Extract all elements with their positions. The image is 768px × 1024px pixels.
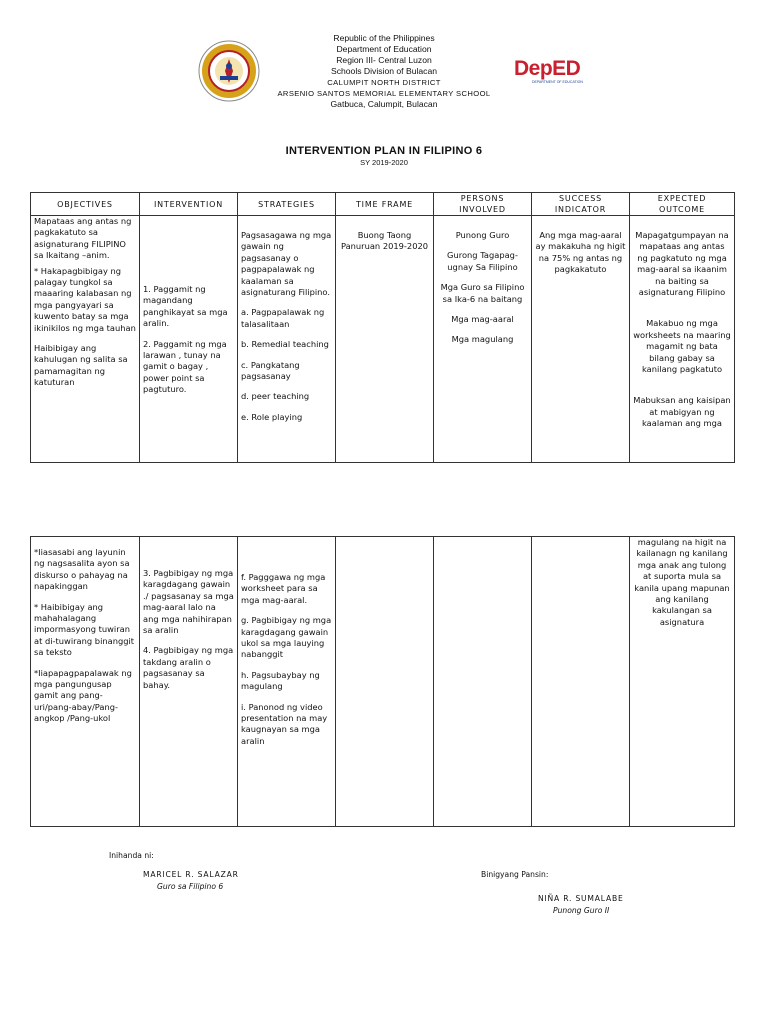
expected-text: magulang na higit na kailanagn ng kanilang mga anak ang tulong at suporta mula sa kanila upang mapunan ang kanilang kakulangan sa asignatura <box>634 537 730 627</box>
cell-expected-outcome <box>630 537 735 827</box>
document-title: INTERVENTION PLAN IN FILIPINO 6 <box>285 145 483 157</box>
deped-logo-subtext: DEPARTMENT OF EDUCATION <box>532 80 583 84</box>
strategy-text: d. peer teaching <box>241 391 310 402</box>
header-persons-line1: PERSONS <box>460 194 505 203</box>
cell-strategies <box>238 537 336 827</box>
cell-expected-outcome <box>630 216 735 463</box>
prepared-by-name: MARICEL R. SALAZAR <box>143 870 239 879</box>
header-line-5: CALUMPIT NORTH DISTRICT <box>327 78 441 87</box>
cell-success-indicator <box>532 216 630 463</box>
header-line-4: Schools Division of Bulacan <box>330 66 438 76</box>
cell-intervention <box>140 216 238 463</box>
expected-text: Mabuksan ang kaisipan at mabigyan ng kaalaman ang mga <box>633 395 731 429</box>
cell-time-frame <box>336 216 434 463</box>
deped-logo <box>514 58 583 84</box>
strategy-text: h. Pagsubaybay ng magulang <box>241 669 320 692</box>
person-text: Mga Guro sa Filipino sa Ika-6 na baitang <box>440 282 525 304</box>
header-success-line1: SUCCESS <box>559 194 602 203</box>
strategy-text: c. Pangkatang pagsasanay <box>241 359 300 382</box>
header-line-2: Department of Education <box>336 44 432 54</box>
cell-persons-empty <box>434 537 532 827</box>
cell-intervention <box>140 537 238 827</box>
objective-text: Haibibigay ang kahulugan ng salita sa pamamagitan ng katuturan <box>34 343 128 388</box>
expected-text: Makabuo ng mga worksheets na maaring magamit ng bata bilang gabay sa kanilang pagkatuto <box>633 318 731 375</box>
cell-objectives <box>31 537 140 827</box>
intervention-text: 1. Paggamit ng magandang panghikayat sa mga aralin. <box>143 284 228 329</box>
header-time-frame: TIME FRAME <box>336 193 434 216</box>
header-expected-line1: EXPECTED <box>657 194 707 203</box>
person-text: Mga mag-aaral <box>451 314 514 325</box>
prepared-by-title: Guro sa Filipino 6 <box>157 882 224 891</box>
person-text: Mga magulang <box>451 334 514 345</box>
objective-text: Mapataas ang antas ng pagkakatuto sa asignaturang FILIPINO sa Ikaitang –anim. <box>34 216 132 261</box>
header-line-3: Region III- Central Luzon <box>336 55 432 65</box>
strategy-text: Pagsasagawa ng mga gawain ng pagsasanay o pagpapalawak ng kaalaman sa asignaturang Filipino. <box>241 230 332 298</box>
deped-logo-text: DepED <box>514 57 581 80</box>
header-success-line2: INDICATOR <box>554 205 607 214</box>
person-text: Gurong Tagapag-ugnay Sa Filipino <box>447 250 518 272</box>
header-strategies: STRATEGIES <box>238 193 336 216</box>
strategy-text: g. Pagbibigay ng mga karagdagang gawain ukol sa mga lauying nabanggit <box>241 615 332 660</box>
intervention-text: 2. Paggamit ng mga larawan , tunay na gamit o bagay , power point sa pagtuturo. <box>143 338 227 395</box>
strategy-text: f. Pagggawa ng mga worksheet para sa mga mag-aaral. <box>241 572 326 605</box>
header-expected-line2: OUTCOME <box>658 205 705 214</box>
header-expected-outcome <box>630 193 735 216</box>
header-intervention: INTERVENTION <box>140 193 238 216</box>
strategy-text: i. Panonod ng video presentation na may kaugnayan sa mga aralin <box>241 701 328 746</box>
cell-strategies <box>238 216 336 463</box>
intervention-table-part-2 <box>30 536 735 827</box>
intervention-text: 3. Pagbibigay ng mga karagdagang gawain ./ pagsasanay sa mga mag-aaral lalo na ang mga nahihirapan sa aralin <box>143 568 234 636</box>
objective-text: * Hakapagbibigay ng palagay tungkol sa maaaring kalabasan ng mga pangyayari sa kuwento batay sa mga ikinikilos ng mga tauhan <box>34 265 136 333</box>
intervention-text: 4. Pagbibigay ng mga takdang aralin o pagsasanay sa bahay. <box>143 645 234 690</box>
prepared-by-label: Inihanda ni: <box>109 851 154 860</box>
cell-objectives <box>31 216 140 463</box>
objective-text: *Iiapapagpapalawak ng mga pangungusap gamit ang pang-uri/pang-abay/Pang-angkop /Pang-ukol <box>34 667 132 724</box>
intervention-table-part-1 <box>30 192 735 463</box>
person-text: Punong Guro <box>455 230 510 240</box>
objective-text: *Iiasasabi ang layunin ng nagsasalita ayon sa diskurso o pahayag na napakinggan <box>34 547 130 592</box>
header-line-7: Gatbuca, Calumpit, Bulacan <box>330 99 438 109</box>
header-persons-line2: INVOLVED <box>459 205 506 214</box>
cell-persons-involved <box>434 216 532 463</box>
noted-by-label: Binigyang Pansin: <box>481 870 549 879</box>
objective-text: * Haibibigay ang mahahalagang impormasyong tuwiran at di-tuwirang binanggit sa teksto <box>34 601 135 658</box>
expected-text: Mapagatgumpayan na mapataas ang antas ng pagkatuto ng mga mag-aaral sa ikaanim na baiting sa asignaturang Filipino <box>635 230 729 298</box>
header-persons-involved <box>434 193 532 216</box>
header-success-indicator <box>532 193 630 216</box>
time-frame-text: Buong Taong Panuruan 2019-2020 <box>340 230 429 252</box>
strategy-text: a. Pagpapalawak ng talasalitaan <box>241 307 325 329</box>
school-year: SY 2019-2020 <box>360 158 408 167</box>
header-line-6: ARSENIO SANTOS MEMORIAL ELEMENTARY SCHOOL <box>277 89 491 98</box>
noted-by-title: Punong Guro II <box>553 906 610 915</box>
header-objectives: OBJECTIVES <box>31 193 140 216</box>
cell-success-empty <box>532 537 630 827</box>
noted-by-name: NIÑA R. SUMALABE <box>538 894 624 903</box>
header-line-1: Republic of the Philippines <box>333 33 435 43</box>
strategy-text: e. Role playing <box>241 411 303 422</box>
cell-time-frame-empty <box>336 537 434 827</box>
strategy-text: b. Remedial teaching <box>241 339 329 350</box>
success-text: Ang mga mag-aaral ay makakuha ng higit na 75% ng antas ng pagkakatuto <box>535 230 626 275</box>
